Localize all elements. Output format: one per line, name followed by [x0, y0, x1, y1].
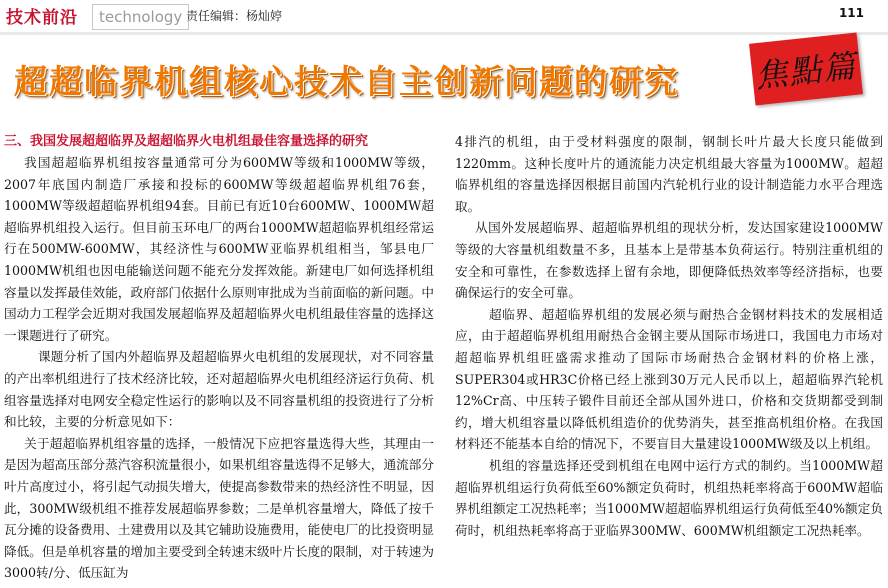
paragraph: 关于超超临界机组容量的选择，一般情况下应把容量选得大些，其理由一是因为超高压部分蒸汽容积流量很小，如果机组容量选得不足够大，通流部分叶片高度过小，将引起气动损失增大，使提高参数带来的热经济性不明显，因此，300MW级机组不推荐发展超临界参数；二是单机容量增大，降低了按千瓦分摊的设备费用、土建费用以及其它辅助设施费用，能使电厂的比投资明显降低。但是单机容量的增加主要受到全转速末级叶片长度的限制，对于转速为3000转/分、低压缸为 [4, 435, 434, 581]
paragraph: 超临界、超超临界机组的发展必须与耐热合金钢材料技术的发展相适应，由于超超临界机组用耐热合金钢主要从国际市场进口，我国电力市场对超超临界机组旺盛需求推动了国际市场耐热合金钢材料的价格上涨，SUPER304或HR3C价格已经上涨到30万元人民币以上，超超临界汽轮机12%Cr高、中压转子锻件目前还全部从国外进口，价格和交货期都受到制约，增大机组容量以降低机组造价的优势消失，甚至推高机组价格。在我国材料还不能基本自给的情况下，不要盲目大量建设1000MW级及以上机组。 [455, 306, 883, 452]
paragraph: 机组的容量选择还受到机组在电网中运行方式的制约。当1000MW超超临界机组运行负荷低至60%额定负荷时，机组热耗率将高于600MW超临界机组额定工况热耗率；当1000MW超超临界机组运行负荷低至40%额定负荷时，机组热耗率将高于亚临界300MW、600MW机组额定工况热耗率。 [455, 457, 883, 538]
paragraph: 课题分析了国内外超临界及超超临界火电机组的发展现状，对不同容量的产出率机组进行了技术经济比较，还对超超临界火电机组经济运行负荷、机组容量选择对电网安全稳定性运行的影响以及不同容量机组的投资进行了分析和比较，主要的分析意见如下： [4, 349, 434, 430]
feature-badge-label: 焦點篇 [753, 46, 859, 96]
page-header [0, 0, 888, 34]
title-band [0, 36, 888, 124]
editor-credit: 责任编辑：杨灿婷 [186, 9, 283, 23]
left-column [4, 131, 434, 584]
right-column [455, 131, 883, 541]
paragraph: 我国超超临界机组按容量通常可分为600MW等级和1000MW等级，2007年底国内制造厂承接和投标的600MW等级超超临界机组76套，1000MW等级超超临界机组94套。目前已有近10台600MW、1000MW超超临界机组投入运行。但目前玉环电厂的两台1000MW超超临界机组经常运行在500MW-600MW，其经济性与600MW亚临界机组相当，邹县电厂1000MW机组也因电能输送问题不能充分发挥效能。新建电厂如何选择机组容量以发挥最佳效能，政府部门依据什么原则审批成为当前面临的新问题。中国动力工程学会近期对我国发展超临界及超超临界火电机组最佳容量的选择这一课题进行了研究。 [4, 155, 434, 343]
paragraph: 4排汽的机组，由于受材料强度的限制，钢制长叶片最大长度只能做到1220mm。这种长度叶片的通流能力决定机组最大容量为1000MW。超超临界机组的容量选择因根据目前国内汽轮机行业的设计制造能力水平合理选取。 [455, 134, 883, 214]
section-tag: 技术前沿 [6, 8, 78, 28]
feature-badge [749, 33, 863, 106]
header-divider [0, 32, 888, 35]
article-title: 超超临界机组核心技术自主创新问题的研究 [14, 62, 679, 101]
paragraph: 从国外发展超临界、超超临界机组的现状分析，发达国家建设1000MW等级的大容量机组数量不多，且基本上是带基本负荷运行。特别注重机组的安全和可靠性，在参数选择上留有余地，即便降低热效率等经济指标，也要确保运行的安全可靠。 [455, 220, 883, 301]
page-number: 111 [838, 6, 864, 20]
section-heading: 三、我国发展超超临界及超超临界火电机组最佳容量选择的研究 [4, 134, 369, 149]
section-tag-english: technology [92, 4, 189, 30]
